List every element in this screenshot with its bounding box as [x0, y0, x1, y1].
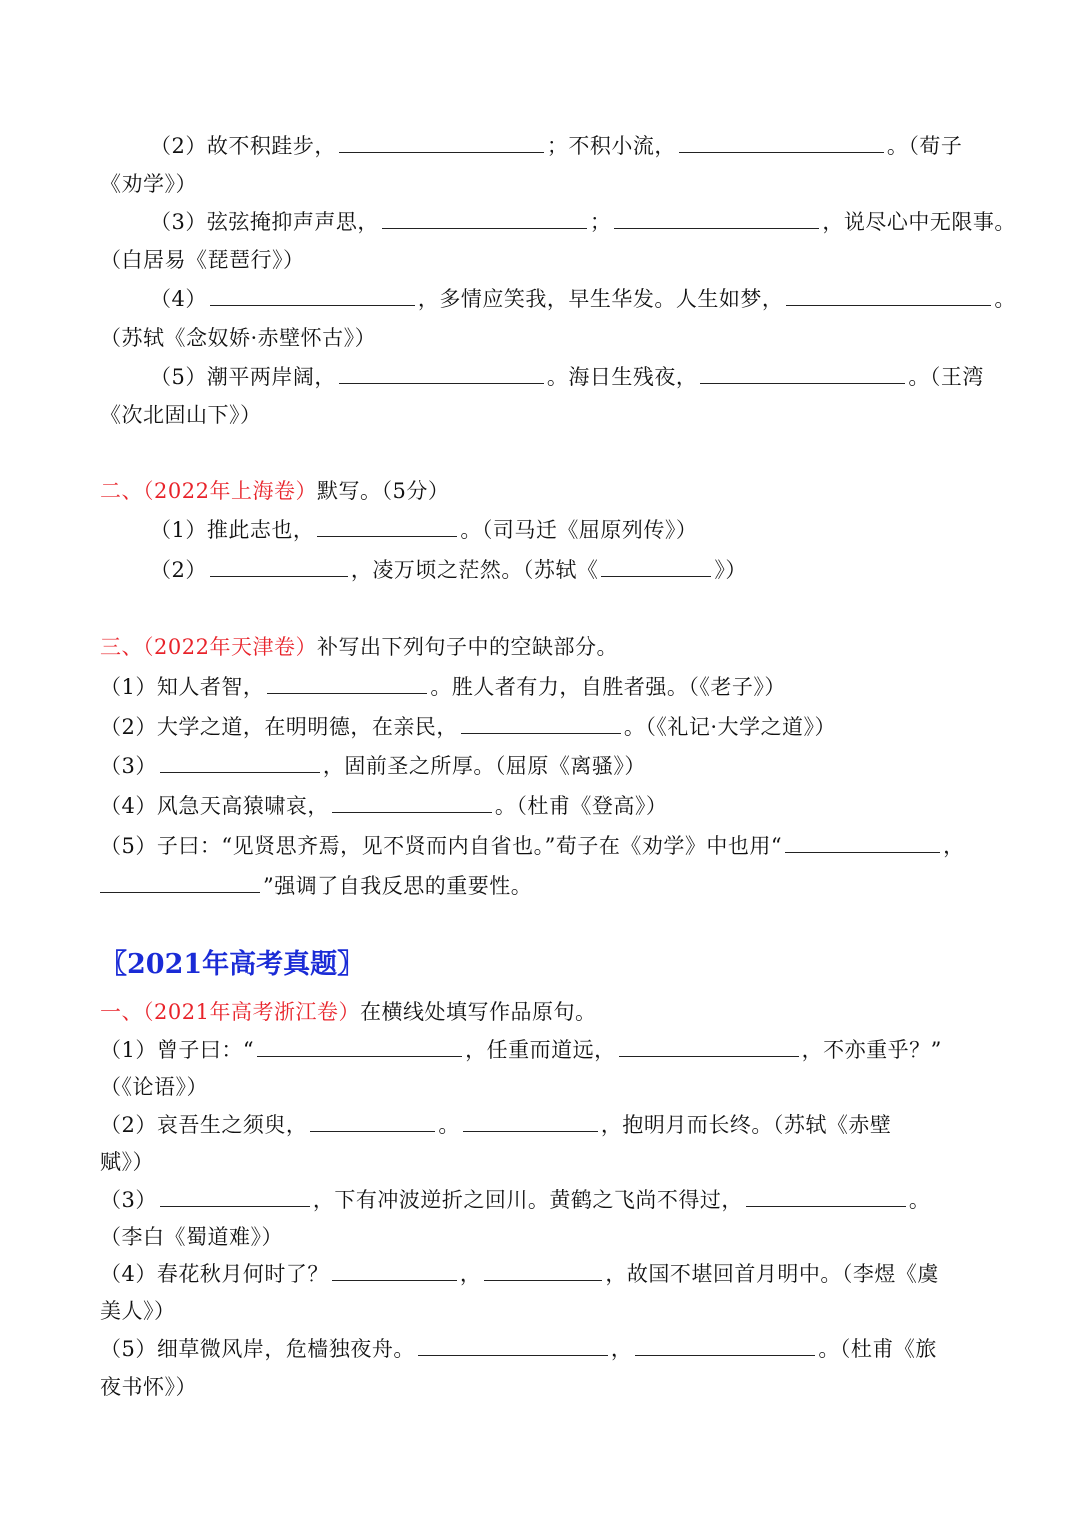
answer-blank[interactable]: [257, 1036, 462, 1057]
answer-blank[interactable]: [785, 832, 940, 853]
question-line: 美人》）: [100, 1299, 176, 1323]
answer-blank[interactable]: [160, 752, 320, 773]
question-line: （5）细草微风岸，危樯独夜舟。 ， 。（杜甫《旅: [100, 1337, 937, 1361]
answer-blank[interactable]: [679, 132, 884, 153]
question-line: （苏轼《念奴娇·赤壁怀古》）: [100, 326, 377, 350]
answer-blank[interactable]: [267, 673, 427, 694]
question-line: （2） ，凌万顷之茫然。（苏轼《 》）: [150, 558, 747, 582]
question-line: （李白《蜀道难》）: [100, 1225, 283, 1249]
question-line: （4） ，多情应笑我，早生华发。人生如梦， 。: [150, 287, 1016, 311]
question-line: （3） ，固前圣之所厚。（屈原《离骚》）: [100, 754, 646, 778]
answer-blank[interactable]: [619, 1036, 799, 1057]
question-line: （2）哀吾生之须臾， 。 ，抱明月而长终。（苏轼《赤壁: [100, 1113, 892, 1137]
answer-blank[interactable]: [746, 1186, 906, 1207]
section-title: 三、（2022年天津卷）补写出下列句子中的空缺部分。: [100, 635, 618, 659]
answer-blank[interactable]: [100, 872, 260, 893]
answer-blank[interactable]: [210, 285, 415, 306]
answer-blank[interactable]: [210, 556, 348, 577]
answer-blank[interactable]: [339, 363, 544, 384]
answer-blank[interactable]: [317, 516, 457, 537]
answer-blank[interactable]: [461, 713, 621, 734]
question-line: （4）春花秋月何时了？ ， ，故国不堪回首月明中。（李煜《虞: [100, 1262, 939, 1286]
question-line: （5）潮平两岸阔， 。海日生残夜， 。（王湾: [150, 365, 984, 389]
answer-blank[interactable]: [339, 132, 544, 153]
question-line: ”强调了自我反思的重要性。: [100, 872, 532, 900]
answer-blank[interactable]: [310, 1111, 435, 1132]
answer-blank[interactable]: [332, 1260, 457, 1281]
question-line: （3）弦弦掩抑声声思， ； ，说尽心中无限事。: [150, 210, 1016, 234]
section-title: 二、（2022年上海卷）默写。（5分）: [100, 479, 450, 503]
question-line: （《论语》）: [100, 1075, 208, 1099]
answer-blank[interactable]: [463, 1111, 598, 1132]
answer-blank[interactable]: [382, 208, 587, 229]
answer-blank[interactable]: [484, 1260, 602, 1281]
answer-blank[interactable]: [614, 208, 819, 229]
question-line: 《劝学》）: [100, 172, 197, 196]
question-line: 赋》）: [100, 1150, 154, 1174]
question-line: 《次北固山下》）: [100, 403, 262, 427]
answer-blank[interactable]: [635, 1335, 815, 1356]
question-line: （2）故不积跬步， ；不积小流， 。（荀子: [150, 134, 963, 158]
question-line: （2）大学之道，在明明德，在亲民， 。（《礼记·大学之道》）: [100, 715, 837, 739]
question-line: （1）曾子曰：“ ，任重而道远， ，不亦重乎？”: [100, 1038, 942, 1062]
question-line: （1）推此志也， 。（司马迁《屈原列传》）: [150, 518, 698, 542]
answer-blank[interactable]: [418, 1335, 608, 1356]
answer-blank[interactable]: [160, 1186, 310, 1207]
answer-blank[interactable]: [700, 363, 905, 384]
question-line: （白居易《琵琶行》）: [100, 248, 305, 272]
answer-blank[interactable]: [601, 556, 711, 577]
question-line: 夜书怀》）: [100, 1375, 197, 1399]
section-title: 一、（2021年高考浙江卷）在横线处填写作品原句。: [100, 1000, 597, 1024]
answer-blank[interactable]: [332, 792, 492, 813]
year-heading: 〖2021年高考真题〗: [100, 949, 365, 980]
answer-blank[interactable]: [786, 285, 991, 306]
question-line: （4）风急天高猿啸哀， 。（杜甫《登高》）: [100, 794, 668, 818]
question-line: （5）子曰：“见贤思齐焉，见不贤而内自省也。”荀子在《劝学》中也用“ ，: [100, 834, 965, 858]
question-line: （1）知人者智， 。胜人者有力，自胜者强。（《老子》）: [100, 675, 786, 699]
question-line: （3） ，下有冲波逆折之回川。黄鹤之飞尚不得过， 。: [100, 1188, 931, 1212]
